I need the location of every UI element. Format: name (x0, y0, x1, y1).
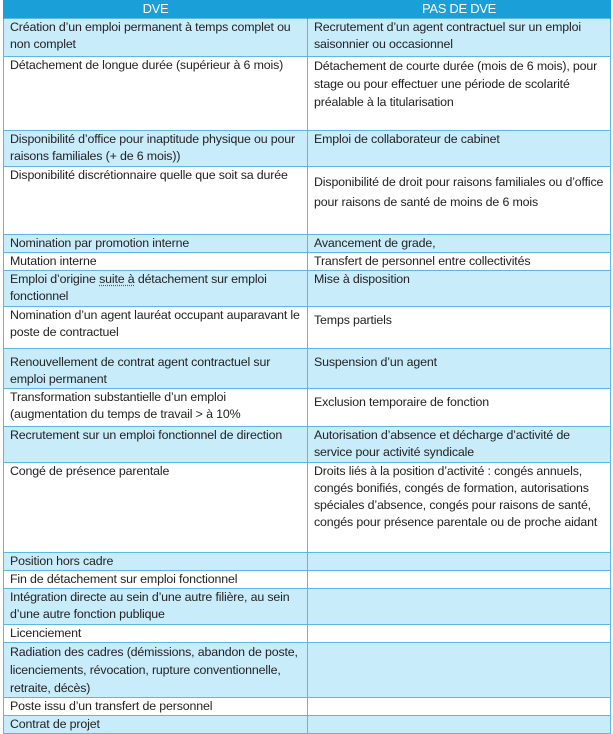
table-row (4, 553, 611, 571)
spellcheck-underline: suite à (99, 272, 135, 286)
pas-dve-cell: Emploi de collaborateur de cabinet (308, 131, 611, 167)
pas-dve-cell: Suspension d’un agent (308, 349, 611, 389)
pas-dve-cell (308, 589, 611, 625)
table-row (4, 698, 611, 716)
table-row (4, 625, 611, 643)
pas-dve-cell: Mise à disposition (308, 271, 611, 307)
pas-dve-cell (308, 553, 611, 571)
table-row (4, 589, 611, 625)
header-dve: DVE (4, 0, 308, 19)
table-row (4, 235, 611, 253)
pas-dve-cell (308, 716, 611, 734)
pas-dve-cell (308, 571, 611, 589)
table-row (4, 307, 611, 349)
table-row (4, 271, 611, 307)
pas-dve-cell: Transfert de personnel entre collectivités (308, 253, 611, 271)
dve-cell: Licenciement (4, 625, 308, 643)
table-row (4, 349, 611, 389)
table-row (4, 253, 611, 271)
dve-cell: Contrat de projet (4, 716, 308, 734)
table-row (4, 571, 611, 589)
pas-dve-cell (308, 625, 611, 643)
dve-cell: Renouvellement de contrat agent contractuel sur emploi permanent (4, 349, 308, 389)
table-row (4, 57, 611, 131)
dve-cell: Nomination par promotion interne (4, 235, 308, 253)
table-row (4, 716, 611, 734)
dve-cell: Radiation des cadres (démissions, abandon de poste, licenciements, révocation, rupture conventionnelle, retraite, décès) (4, 643, 308, 698)
dve-cell: Mutation interne (4, 253, 308, 271)
dve-cell: Fin de détachement sur emploi fonctionnel (4, 571, 308, 589)
dve-cell: Détachement de longue durée (supérieur à 6 mois) (4, 57, 308, 131)
pas-dve-cell: Exclusion temporaire de fonction (308, 389, 611, 427)
pas-dve-cell: Droits liés à la position d’activité : congés annuels, congés bonifiés, congés de formation, autorisations spéciales d’absence, congés pour raisons de santé, congés pour présence parentale ou de proche aidant (308, 463, 611, 553)
pas-dve-cell: Recrutement d’un agent contractuel sur un emploi saisonnier ou occasionnel (308, 19, 611, 57)
dve-cell: Emploi d’origine suite à détachement sur emploi fonctionnel (4, 271, 308, 307)
header-pas-de-dve: PAS DE DVE (308, 0, 611, 19)
pas-dve-cell: Avancement de grade, (308, 235, 611, 253)
table-row (4, 463, 611, 553)
table-row (4, 389, 611, 427)
table-row (4, 131, 611, 167)
dve-cell: Disponibilité discrétionnaire quelle que soit sa durée (4, 167, 308, 235)
table-header-row (4, 0, 611, 19)
pas-dve-cell (308, 643, 611, 698)
dve-cell: Création d’un emploi permanent à temps complet ou non complet (4, 19, 308, 57)
dve-comparison-table (3, 0, 611, 734)
dve-cell: Nomination d’un agent lauréat occupant auparavant le poste de contractuel (4, 307, 308, 349)
dve-cell: Recrutement sur un emploi fonctionnel de direction (4, 427, 308, 463)
dve-cell: Position hors cadre (4, 553, 308, 571)
table-row (4, 19, 611, 57)
dve-cell: Transformation substantielle d’un emploi (augmentation du temps de travail > à 10% (4, 389, 308, 427)
pas-dve-cell: Temps partiels (308, 307, 611, 349)
pas-dve-cell: Disponibilité de droit pour raisons familiales ou d’office pour raisons de santé de moins de 6 mois (308, 167, 611, 235)
table-row (4, 167, 611, 235)
table-row (4, 427, 611, 463)
dve-cell: Poste issu d’un transfert de personnel (4, 698, 308, 716)
pas-dve-cell: Autorisation d’absence et décharge d’activité de service pour activité syndicale (308, 427, 611, 463)
dve-cell: Congé de présence parentale (4, 463, 308, 553)
pas-dve-cell (308, 698, 611, 716)
table-row (4, 643, 611, 698)
dve-cell: Intégration directe au sein d’une autre filière, au sein d’une autre fonction publique (4, 589, 308, 625)
pas-dve-cell: Détachement de courte durée (mois de 6 mois), pour stage ou pour effectuer une période de scolarité préalable à la titularisation (308, 57, 611, 131)
dve-cell: Disponibilité d’office pour inaptitude physique ou pour raisons familiales (+ de 6 mois)) (4, 131, 308, 167)
